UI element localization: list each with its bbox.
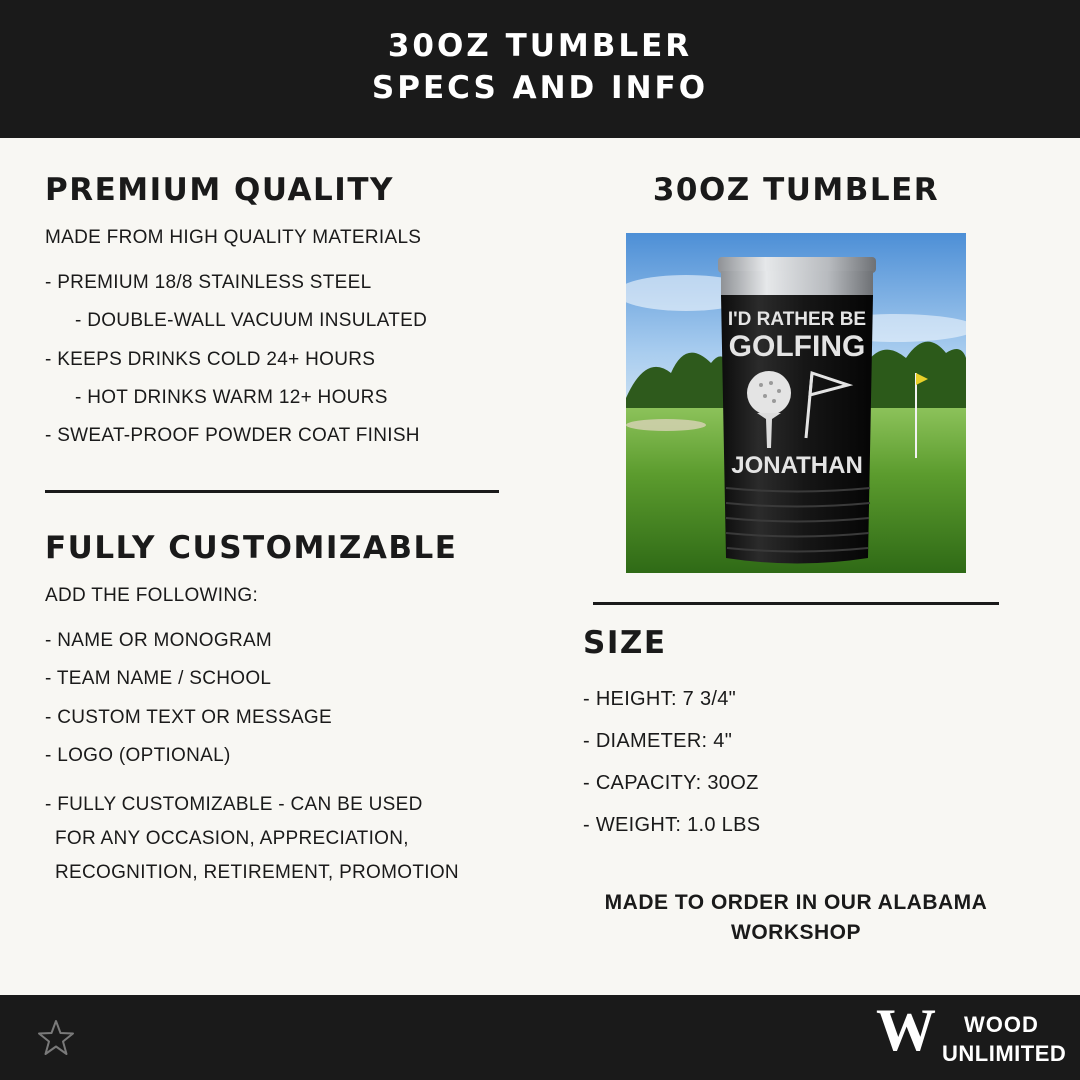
made-line-1: MADE TO ORDER IN OUR ALABAMA bbox=[604, 891, 988, 914]
premium-item-finish: - SWEAT-PROOF POWDER COAT FINISH bbox=[45, 425, 420, 446]
divider-right bbox=[593, 602, 999, 605]
size-item-diameter: - DIAMETER: 4" bbox=[583, 730, 733, 752]
custom-item-text: - CUSTOM TEXT OR MESSAGE bbox=[45, 707, 332, 728]
premium-item-hot: - HOT DRINKS WARM 12+ HOURS bbox=[75, 387, 388, 408]
page-title-line-2: SPECS AND INFO bbox=[371, 70, 709, 106]
custom-item-logo: - LOGO (OPTIONAL) bbox=[45, 745, 231, 766]
brand-line-1: WOOD bbox=[964, 1012, 1039, 1037]
custom-note-line-2: FOR ANY OCCASION, APPRECIATION, bbox=[55, 828, 409, 849]
divider-left bbox=[45, 490, 499, 493]
size-item-height: - HEIGHT: 7 3/4" bbox=[583, 688, 737, 710]
brand-monogram: W bbox=[876, 997, 936, 1063]
header-bar bbox=[0, 0, 1080, 138]
engraving-name: JONATHAN bbox=[731, 452, 863, 479]
product-heading: 30OZ TUMBLER bbox=[652, 172, 940, 208]
customizable-intro: ADD THE FOLLOWING: bbox=[45, 585, 259, 606]
custom-item-name: - NAME OR MONOGRAM bbox=[45, 630, 273, 651]
star-outline-icon bbox=[36, 1018, 76, 1063]
premium-intro: MADE FROM HIGH QUALITY MATERIALS bbox=[45, 227, 422, 248]
premium-item-steel: - PREMIUM 18/8 STAINLESS STEEL bbox=[45, 272, 372, 293]
made-to-order-text bbox=[590, 888, 1002, 948]
brand-line-2: UNLIMITED bbox=[942, 1041, 1067, 1066]
custom-note-line-3: RECOGNITION, RETIREMENT, PROMOTION bbox=[55, 862, 459, 883]
page-title-line-1: 30OZ TUMBLER bbox=[387, 28, 693, 64]
customizable-heading: FULLY CUSTOMIZABLE bbox=[45, 530, 458, 566]
premium-item-cold: - KEEPS DRINKS COLD 24+ HOURS bbox=[45, 349, 376, 370]
product-photo bbox=[626, 233, 966, 573]
made-line-2: WORKSHOP bbox=[731, 921, 861, 944]
custom-note-line-1: - FULLY CUSTOMIZABLE - CAN BE USED bbox=[45, 794, 423, 815]
size-item-weight: - WEIGHT: 1.0 LBS bbox=[583, 814, 761, 836]
premium-item-insulated: - DOUBLE-WALL VACUUM INSULATED bbox=[75, 310, 428, 331]
custom-item-team: - TEAM NAME / SCHOOL bbox=[45, 668, 272, 689]
engraving-line-1: I'D RATHER BE bbox=[727, 309, 867, 330]
size-heading: SIZE bbox=[583, 625, 667, 661]
premium-quality-heading: PREMIUM QUALITY bbox=[45, 172, 394, 208]
size-item-capacity: - CAPACITY: 30OZ bbox=[583, 772, 759, 794]
engraving-line-2: GOLFING bbox=[728, 330, 866, 363]
